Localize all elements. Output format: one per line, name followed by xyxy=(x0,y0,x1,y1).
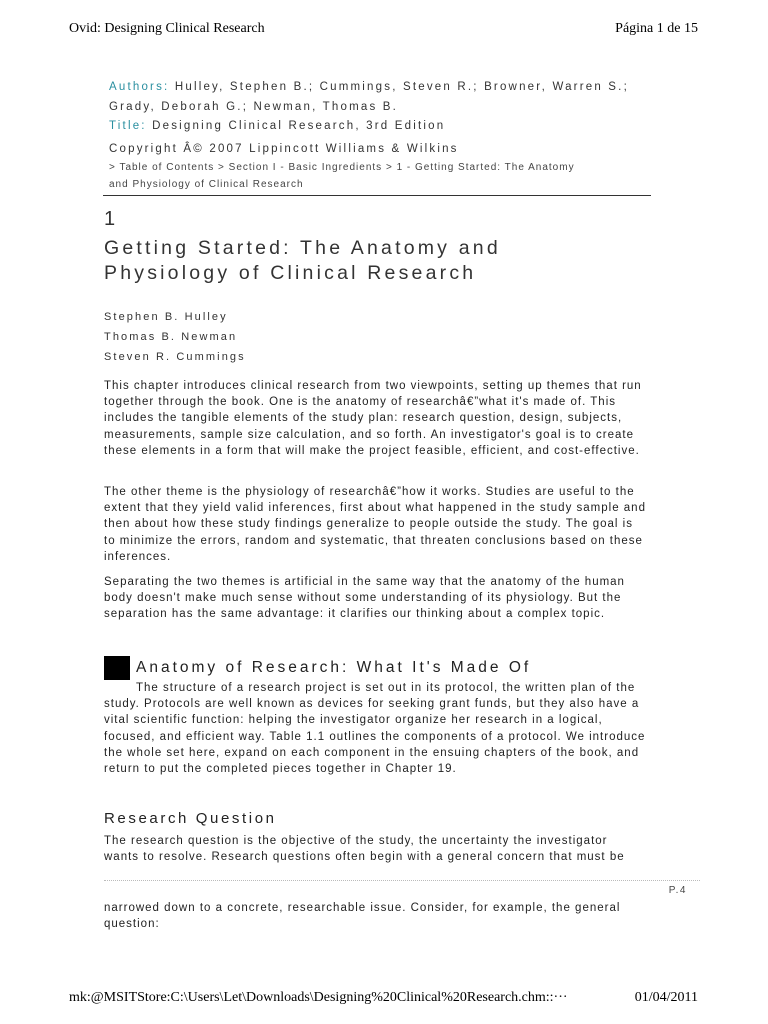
print-header xyxy=(69,21,698,37)
breadcrumb-line-1[interactable]: > Table of Contents > Section I - Basic Ingredients > 1 - Getting Started: The Anatomy xyxy=(109,162,575,173)
chapter-author-2: Thomas B. Newman xyxy=(104,331,238,343)
breadcrumb-line-2[interactable]: and Physiology of Clinical Research xyxy=(109,178,304,190)
authors-line-1 xyxy=(109,78,654,98)
section-heading xyxy=(104,655,531,681)
header-divider xyxy=(103,195,651,196)
print-footer-date: 01/04/2011 xyxy=(634,990,698,1005)
page-marker: P.4 xyxy=(668,885,687,896)
chapter-number: 1 xyxy=(104,208,116,230)
page-break-line xyxy=(104,880,700,881)
research-question-paragraph: The research question is the objective of the study, the uncertainty the investigator wants to resolve. Research questions often begin with a general concern that must be xyxy=(104,835,625,864)
chapter-title xyxy=(104,236,664,286)
authors-value-1: Hulley, Stephen B.; Cummings, Steven R.; Browner, Warren S.; xyxy=(174,81,629,93)
copyright: Copyright Â© 2007 Lippincott Williams & Wilkins xyxy=(109,142,459,155)
intro-paragraph-2: The other theme is the physiology of researchâ€”how it works. Studies are useful to the extent that they yield valid inferences, first about what happened in the study sample and then about how these study findings generalize to people outside the study. The goal is to minimize the errors, random and systematic, that threaten conclusions based on these inferences. xyxy=(104,486,646,563)
title-label: Title: xyxy=(109,120,147,132)
intro-paragraph-1: This chapter introduces clinical research from two viewpoints, setting up themes that run together through the book. One is the anatomy of researchâ€”what it's made of. This includes the tangible elements of the study plan: research question, design, subjects, measurements, sample size calculation, and so forth. An investigator's goal is to create these elements in a form that will make the project feasible, efficient, and cost-effective. xyxy=(104,380,642,457)
print-footer-url: mk:@MSITStore:C:\Users\Let\Downloads\Designing%20Clinical%20Research.chm::··· xyxy=(69,990,568,1005)
chapter-author-3: Steven R. Cummings xyxy=(104,351,246,363)
authors-value-2: Grady, Deborah G.; Newman, Thomas B. xyxy=(109,100,399,113)
continued-paragraph: narrowed down to a concrete, researchable issue. Consider, for example, the general question: xyxy=(104,902,621,931)
section-marker-icon xyxy=(104,656,130,680)
print-header-title: Ovid: Designing Clinical Research xyxy=(69,21,265,36)
intro-paragraph-3: Separating the two themes is artificial in the same way that the anatomy of the human body doesn't make much sense without some understanding of its physiology. But the separation has the same advantage: it clarifies our thinking about a complex topic. xyxy=(104,576,625,621)
section-title: Anatomy of Research: What It's Made Of xyxy=(136,659,532,676)
print-footer xyxy=(69,990,698,1006)
anatomy-paragraph: The structure of a research project is set out in its protocol, the written plan of the study. Protocols are well known as devices for seeking grant funds, but they also have a vital scientific function: helping the investigator organize her research in a logical, focused, and efficient way. Table 1.1 outlines the components of a protocol. We introduce the whole set here, expand on each component in the ensuing chapters of the book, and return to put the completed pieces together in Chapter 19. xyxy=(104,682,646,776)
chapter-title-line-2: Physiology of Clinical Research xyxy=(104,262,477,284)
breadcrumb[interactable] xyxy=(109,160,649,193)
title-line xyxy=(109,117,654,137)
book-metadata xyxy=(109,78,654,159)
title-value: Designing Clinical Research, 3rd Edition xyxy=(152,120,446,132)
print-header-page: Página 1 de 15 xyxy=(615,21,698,36)
subsection-title: Research Question xyxy=(104,810,277,827)
chapter-author-1: Stephen B. Hulley xyxy=(104,311,228,323)
authors-label: Authors: xyxy=(109,81,170,93)
chapter-title-line-1: Getting Started: The Anatomy and xyxy=(104,237,501,259)
